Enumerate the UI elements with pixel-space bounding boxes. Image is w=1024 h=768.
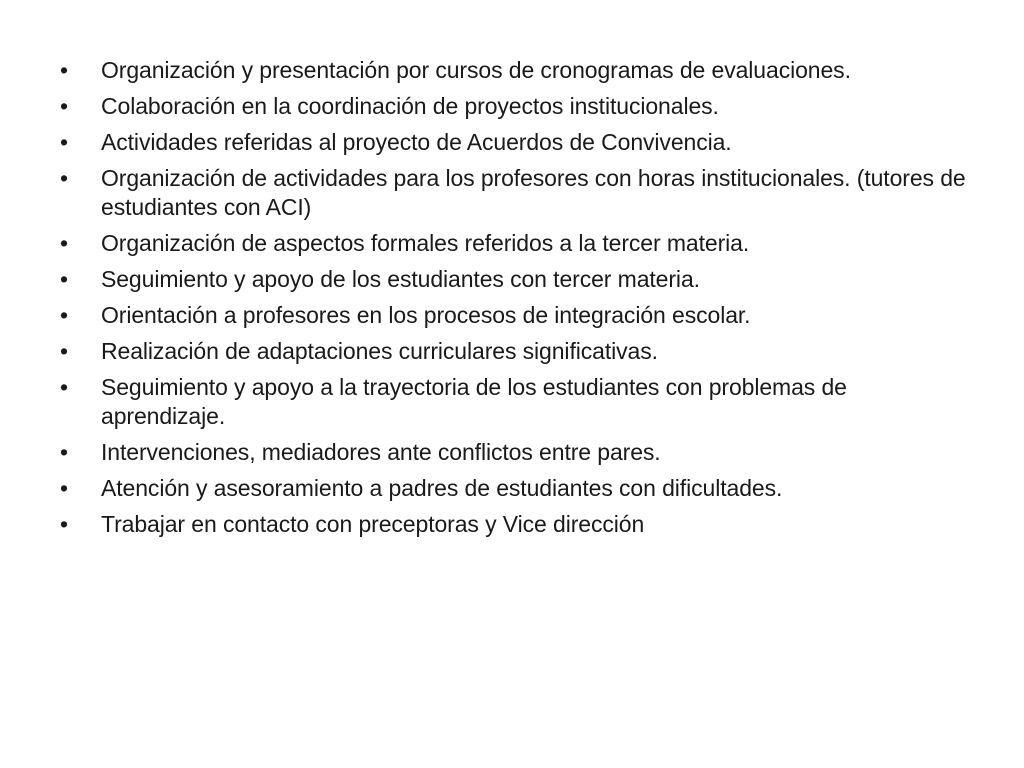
bullet-item	[60, 373, 970, 431]
bullet-icon: •	[60, 374, 68, 400]
bullet-icon: •	[60, 129, 68, 155]
bullet-text: Organización de aspectos formales referidos a la tercer materia.	[101, 230, 750, 256]
bullet-text: Seguimiento y apoyo de los estudiantes con tercer materia.	[101, 266, 700, 292]
bullet-text: Colaboración en la coordinación de proyectos institucionales.	[101, 93, 719, 119]
bullet-icon: •	[60, 302, 68, 328]
bullet-item	[60, 164, 970, 222]
bullet-item	[60, 301, 970, 330]
bullet-item	[60, 128, 970, 157]
bullet-icon: •	[60, 511, 68, 537]
bullet-icon: •	[60, 165, 68, 191]
bullet-text: Seguimiento y apoyo a la trayectoria de los estudiantes con problemas de aprendizaje.	[101, 374, 847, 429]
bullet-text: Orientación a profesores en los procesos de integración escolar.	[101, 302, 751, 328]
bullet-item	[60, 265, 970, 294]
bullet-item	[60, 92, 970, 121]
bullet-icon: •	[60, 475, 68, 501]
bullet-text: Trabajar en contacto con preceptoras y Vice dirección	[101, 511, 645, 537]
bullet-item	[60, 337, 970, 366]
bullet-text: Organización y presentación por cursos de cronogramas de evaluaciones.	[101, 57, 851, 83]
bullet-icon: •	[60, 93, 68, 119]
bullet-text: Realización de adaptaciones curriculares significativas.	[101, 338, 658, 364]
bullet-text: Atención y asesoramiento a padres de estudiantes con dificultades.	[101, 475, 783, 501]
bullet-text: Actividades referidas al proyecto de Acuerdos de Convivencia.	[101, 129, 732, 155]
bullet-list	[60, 56, 970, 546]
bullet-text: Organización de actividades para los profesores con horas institucionales. (tutores de estudiantes con ACI)	[101, 165, 966, 220]
bullet-icon: •	[60, 266, 68, 292]
bullet-icon: •	[60, 338, 68, 364]
bullet-icon: •	[60, 439, 68, 465]
bullet-icon: •	[60, 57, 68, 83]
bullet-item	[60, 474, 970, 503]
bullet-item	[60, 438, 970, 467]
bullet-icon: •	[60, 230, 68, 256]
bullet-text: Intervenciones, mediadores ante conflictos entre pares.	[101, 439, 661, 465]
bullet-item	[60, 510, 970, 539]
bullet-item	[60, 229, 970, 258]
bullet-item	[60, 56, 970, 85]
